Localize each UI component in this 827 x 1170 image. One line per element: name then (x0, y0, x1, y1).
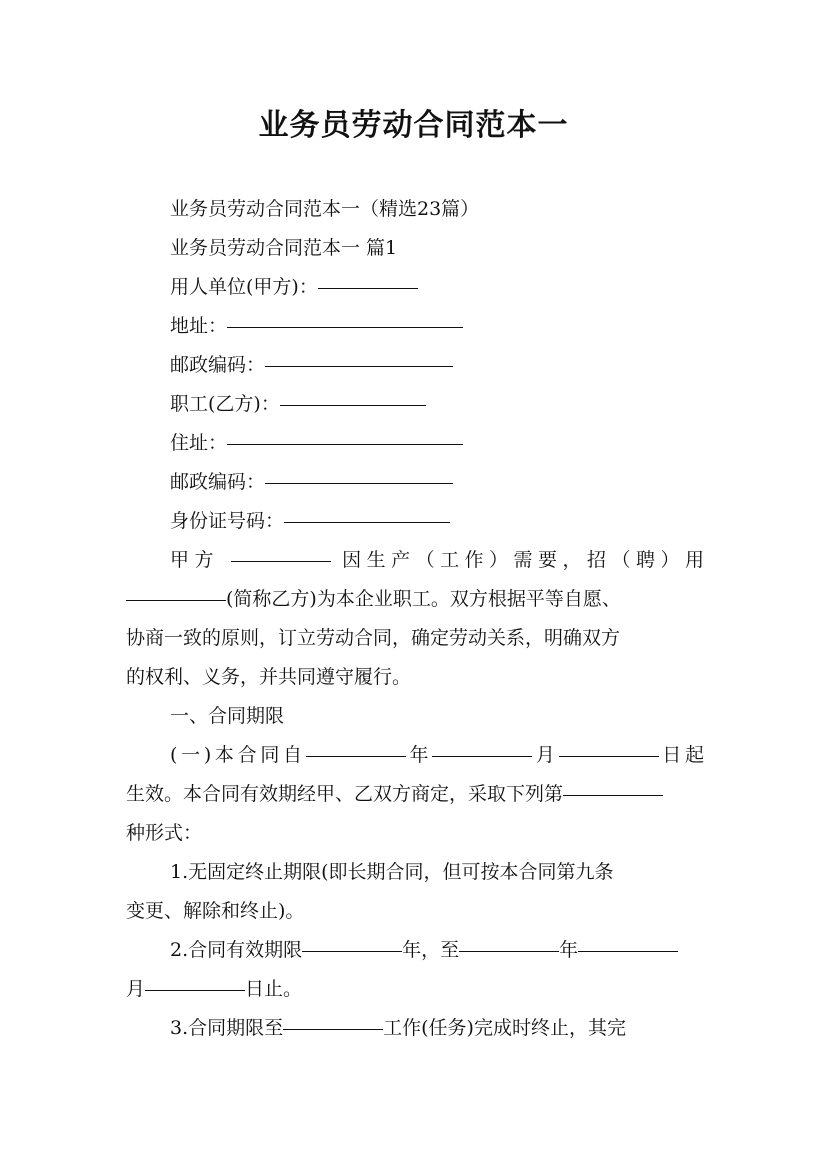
item-text: 月 (126, 978, 146, 1000)
section-line-2 (126, 775, 704, 814)
item-text: 年 (559, 939, 579, 961)
field-postcode1 (126, 346, 704, 385)
section-line-1 (126, 736, 704, 775)
blank-line (283, 1028, 383, 1030)
field-id-number (126, 502, 704, 541)
item-text: 日止。 (245, 978, 303, 1000)
blank-line (559, 755, 659, 757)
part-heading: 业务员劳动合同范本一 篇1 (170, 237, 398, 259)
blank-line (563, 794, 663, 796)
intro-text: 甲方 (170, 549, 219, 571)
field-employer (126, 268, 704, 307)
item-1-line-2: 变更、解除和终止)。 (126, 900, 305, 922)
blank-line (126, 599, 226, 601)
section-text: 日起 (658, 744, 704, 766)
blank-line (265, 365, 453, 367)
item-1-line-1: 1.无固定终止期限(即长期合同，但可按本合同第九条 (170, 861, 614, 883)
blank-line (227, 443, 463, 445)
blank-line (578, 950, 678, 952)
field-id-number-label: 身份证号码： (170, 510, 285, 532)
item-text: 工作(任务)完成时终止，其完 (383, 1017, 626, 1039)
field-address2 (126, 424, 704, 463)
blank-line (432, 755, 532, 757)
blank-line (265, 482, 453, 484)
item-3-line-1 (126, 1009, 704, 1048)
document-title: 业务员劳动合同范本一 (258, 108, 569, 143)
section-heading: 一、合同期限 (170, 705, 285, 727)
field-employer-label: 用人单位(甲方)： (170, 276, 318, 298)
document-body (126, 190, 704, 1048)
intro-line-3: 协商一致的原则，订立劳动合同，确定劳动关系，明确双方 (126, 627, 621, 649)
intro-line-1 (126, 541, 704, 580)
intro-line-4: 的权利、义务，并共同遵守履行。 (126, 666, 412, 688)
field-postcode1-label: 邮政编码： (170, 354, 266, 376)
item-text: 3.合同期限至 (170, 1017, 284, 1039)
item-2-line-1 (126, 931, 704, 970)
intro-line-2 (126, 580, 704, 619)
item-text: 年，至 (402, 939, 460, 961)
section-text: 年 (405, 744, 433, 766)
blank-line (306, 755, 406, 757)
field-address1 (126, 307, 704, 346)
section-text: 月 (532, 744, 559, 766)
section-text: 生效。本合同有效期经甲、乙双方商定，采取下列第 (126, 783, 564, 805)
blank-line (284, 521, 450, 523)
blank-line (302, 950, 402, 952)
section-line-3: 种形式： (126, 822, 203, 844)
item-text: 2.合同有效期限 (170, 939, 303, 961)
field-postcode2-label: 邮政编码： (170, 471, 266, 493)
blank-line (280, 404, 426, 406)
field-postcode2 (126, 463, 704, 502)
blank-line (145, 989, 245, 991)
blank-line (318, 287, 418, 289)
section-text: (一)本合同自 (170, 744, 306, 766)
blank-line (227, 326, 463, 328)
intro-text: (简称乙方)为本企业职工。双方根据平等自愿、 (226, 588, 621, 610)
blank-line (459, 950, 559, 952)
subtitle: 业务员劳动合同范本一（精选23篇） (170, 198, 480, 220)
field-employee (126, 385, 704, 424)
field-address2-label: 住址： (170, 432, 228, 454)
field-address1-label: 地址： (170, 315, 228, 337)
blank-line (231, 560, 331, 562)
field-employee-label: 职工(乙方)： (170, 393, 280, 415)
item-2-line-2 (126, 970, 704, 1009)
intro-text: 因生产（工作）需要，招（聘）用 (342, 549, 704, 571)
